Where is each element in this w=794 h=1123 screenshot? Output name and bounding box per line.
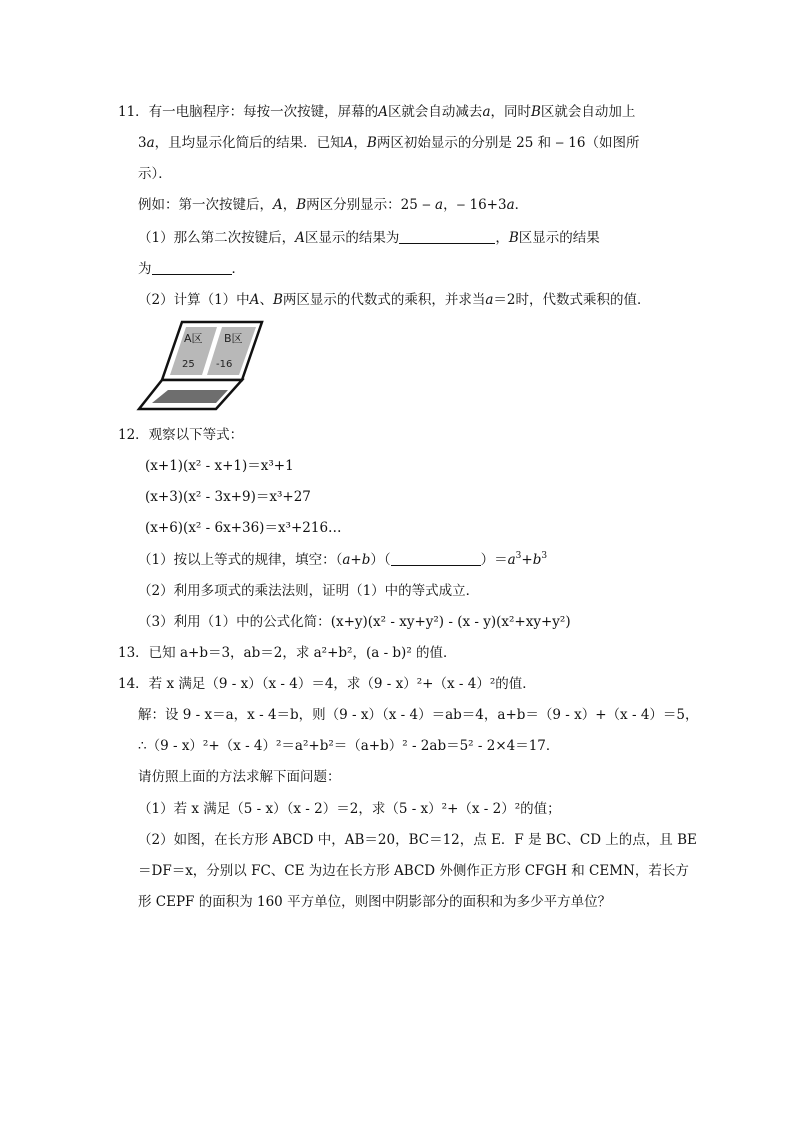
q14-prompt: 请仿照上面的方法求解下面问题： [138, 769, 341, 785]
q12-eq2: (x+3)(x² - 3x+9)＝x³+27 [145, 489, 311, 505]
q14-part2-line2: ＝DF＝x，分别以 FC、CE 为边在长方形 ABCD 外侧作正方形 CFGH 和 CEMN，若长方 [138, 863, 689, 879]
zone-b-value: -16 [216, 359, 233, 370]
q14-part1: （1）若 x 满足（5 - x）（x - 2）＝2，求（5 - x）²+（x - 2）²的值； [138, 801, 561, 817]
q12-eq3: (x+6)(x² - 6x+36)＝x³+216… [145, 520, 342, 536]
laptop-figure [136, 318, 266, 413]
q13-text: 13．已知 a+b＝3，ab＝2，求 a²+b²，(a - b)² 的值． [118, 645, 457, 661]
q11-part1-cont: 为 ． [138, 261, 245, 277]
q12-part2: （2）利用多项式的乘法法则，证明（1）中的等式成立． [138, 583, 480, 599]
zone-a-value: 25 [182, 359, 195, 370]
q11-line2: 3a，且均显示化简后的结果．已知A，B两区初始显示的分别是 25 和 ‒ 16（如图所 [138, 135, 640, 151]
q12-part1: （1）按以上等式的规律，填空：（a+b）（ ）$=a^3+b^3$ [138, 551, 548, 568]
q11-part2: （2）计算（1）中A、B两区显示的代数式的乘积，并求当a＝2时，代数式乘积的值． [138, 292, 651, 308]
q11-line3: 示）． [138, 166, 172, 182]
answer-blank-c[interactable] [391, 551, 481, 566]
q14-part2-line1: （2）如图，在长方形 ABCD 中，AB＝20，BC＝12，点 E．F 是 BC、CD 上的点，且 BE [138, 832, 697, 848]
q14-title: 14．若 x 满足（9 - x）（x - 4）＝4，求（9 - x）²+（x - 4）²的值． [118, 676, 536, 692]
q12-title: 12．观察以下等式： [118, 427, 244, 443]
q14-part2-line3: 形 CEPF 的面积为 160 平方单位，则图中阴影部分的面积和为多少平方单位？ [138, 894, 612, 910]
q12-eq1: (x+1)(x² - x+1)＝x³+1 [145, 458, 294, 474]
q11-part1: （1）那么第二次按键后，A区显示的结果为 ，B区显示的结果 [138, 230, 600, 246]
q11-line1: 11．有一电脑程序：每按一次按键，屏幕的A区就会自动减去a，同时B区就会自动加上 [118, 104, 636, 120]
q12-part3: （3）利用（1）中的公式化简：(x+y)(x² - xy+y²) - (x - y)(x²+xy+y²) [138, 614, 571, 630]
q14-solution-line2: ∴（9 - x）²+（x - 4）²＝a²+b²＝（a+b）² - 2ab＝5² - 2×4＝17． [138, 738, 560, 754]
zone-a-label: A区 [184, 332, 203, 345]
answer-blank-b[interactable] [152, 260, 232, 275]
q14-solution-line1: 解：设 9 - x＝a，x - 4＝b，则（9 - x）（x - 4）＝ab＝4，a+b＝（9 - x）+（x - 4）＝5， [138, 707, 699, 723]
q11-example: 例如：第一次按键后，A，B两区分别显示：25 ‒ a，‒ 16+3a． [138, 197, 529, 213]
answer-blank-a[interactable] [399, 229, 495, 244]
zone-b-label: B区 [224, 332, 243, 345]
